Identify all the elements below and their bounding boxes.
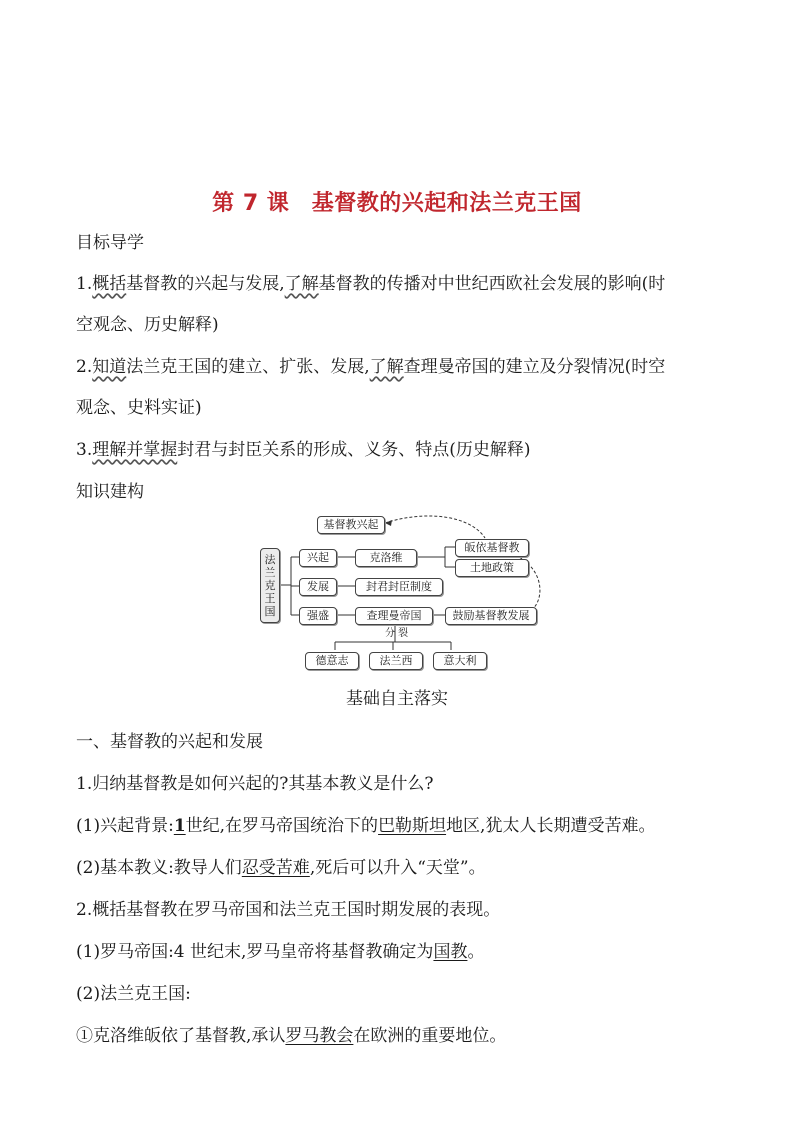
- diagram-split-label: 分 裂: [385, 628, 409, 639]
- q2b1-suffix: 在欧洲的重要地位。: [353, 1026, 507, 1046]
- objective-1-text2: 基督教的传播对中世纪西欧社会发展的影响(时: [318, 274, 666, 294]
- page-title: 第 7 课 基督教的兴起和法兰克王国: [212, 191, 582, 216]
- objective-3-text1: 封君与封臣关系的形成、义务、特点(历史解释): [177, 440, 531, 460]
- objective-2-continued: 观念、史料实证): [76, 398, 202, 418]
- objective-2-verb1: 知道: [92, 357, 127, 377]
- question-1: 1.归纳基督教是如何兴起的?其基本教义是什么?: [76, 774, 434, 794]
- question-2: 2.概括基督教在罗马帝国和法兰克王国时期发展的表现。: [76, 900, 501, 920]
- q1a-fill-palestine: 巴勒斯坦: [378, 816, 447, 836]
- diagram-france: 法兰西: [369, 652, 423, 670]
- section1-heading: 一、基督教的兴起和发展: [76, 732, 263, 752]
- diagram-italy: 意大利: [433, 652, 487, 670]
- question-1-part-2: [76, 857, 486, 879]
- objective-2-prefix: 2.: [76, 357, 93, 377]
- objective-3: [76, 439, 531, 461]
- question-2-part-1: [76, 941, 484, 963]
- question-2-part-2: (2)法兰克王国:: [76, 984, 191, 1004]
- diagram-root-frankish-kingdom: 法兰克王国: [260, 548, 280, 623]
- q1a-suffix: 地区,犹太人长期遭受苦难。: [446, 816, 656, 836]
- objective-2-text2: 查理曼帝国的建立及分裂情况(时空: [403, 357, 666, 377]
- diagram-encourage-christianity: 鼓励基督教发展: [445, 607, 537, 625]
- objective-1-verb2: 了解: [284, 274, 319, 294]
- q2a-fill-state-religion: 国教: [433, 942, 468, 962]
- basics-heading: 基础自主落实: [346, 689, 448, 709]
- q1a-fill-century: 1: [173, 816, 186, 836]
- question-1-part-1: [76, 815, 655, 837]
- objective-1-text1: 基督教的兴起与发展,: [126, 274, 285, 294]
- objective-1-verb1: 概括: [92, 274, 127, 294]
- diagram-germany: 德意志: [305, 652, 359, 670]
- objective-1-prefix: 1.: [76, 274, 93, 294]
- q2a-suffix: 。: [467, 942, 485, 962]
- q1b-fill-endure: 忍受苦难: [241, 858, 310, 878]
- q2a-prefix: (1)罗马帝国:4 世纪末,罗马皇帝将基督教确定为: [76, 942, 434, 962]
- knowledge-heading: 知识建构: [76, 482, 144, 502]
- diagram-clovis: 克洛维: [355, 549, 417, 567]
- q1a-prefix: (1)兴起背景:: [76, 816, 174, 836]
- objectives-heading: 目标导学: [76, 233, 144, 253]
- q2b1-prefix: ①克洛维皈依了基督教,承认: [76, 1026, 286, 1046]
- diagram-land-policy: 土地政策: [455, 559, 529, 577]
- q1b-prefix: (2)基本教义:教导人们: [76, 858, 242, 878]
- objective-1-continued: 空观念、历史解释): [76, 315, 219, 335]
- question-2-part-2-item-1: [76, 1025, 506, 1047]
- diagram-feudal-system: 封君封臣制度: [355, 578, 443, 596]
- objective-3-prefix: 3.: [76, 440, 93, 460]
- diagram-charlemagne-empire: 查理曼帝国: [355, 607, 433, 625]
- objective-2-text1: 法兰克王国的建立、扩张、发展,: [126, 357, 370, 377]
- q1a-mid: 世纪,在罗马帝国统治下的: [185, 816, 379, 836]
- objective-1: [76, 273, 665, 295]
- diagram-convert-christianity: 皈依基督教: [455, 539, 529, 557]
- diagram-development: 发展: [299, 578, 337, 596]
- diagram-rise: 兴起: [299, 549, 337, 567]
- q1b-suffix: ,死后可以升入“天堂”。: [309, 858, 486, 878]
- objective-2-verb2: 了解: [369, 357, 404, 377]
- objective-3-verb1: 理解并掌握: [92, 440, 178, 460]
- diagram-christianity-rise: 基督教兴起: [317, 516, 385, 534]
- knowledge-diagram: [255, 510, 555, 680]
- q2b1-fill-roman-church: 罗马教会: [285, 1026, 354, 1046]
- objective-2: [76, 356, 665, 378]
- diagram-prosperity: 强盛: [299, 607, 337, 625]
